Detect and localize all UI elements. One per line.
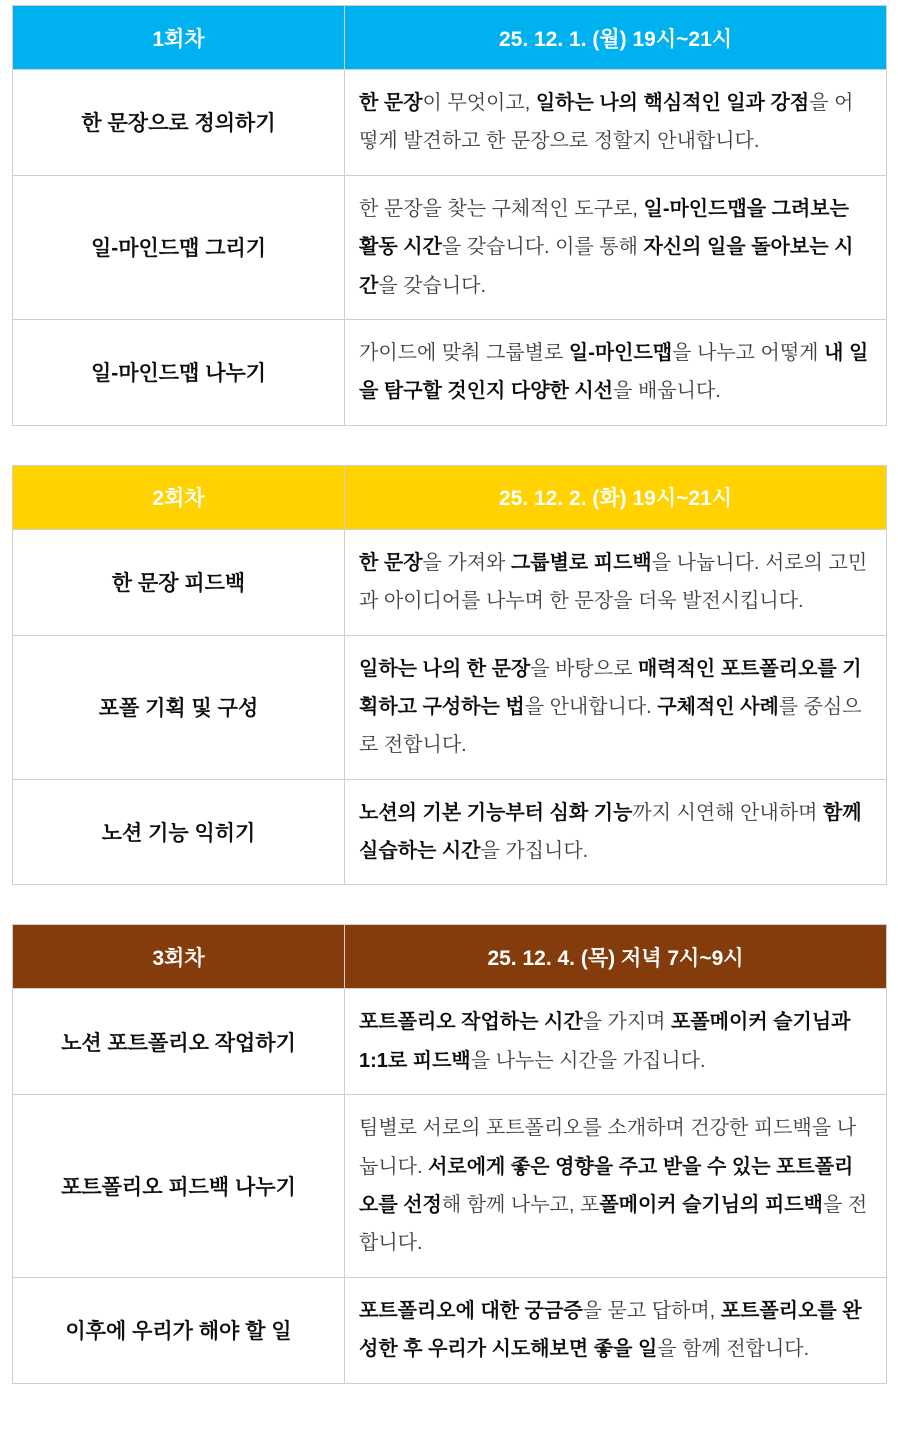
session-1-header-row <box>13 6 887 70</box>
table-row <box>13 175 887 319</box>
session-1-row-2-topic: 일-마인드맵 그리기 <box>13 175 345 319</box>
session-1-datetime: 25. 12. 1. (월) 19시~21시 <box>345 6 887 70</box>
session-3-row-2-topic: 포트폴리오 피드백 나누기 <box>13 1095 345 1278</box>
session-2-row-3-description: 노션의 기본 기능부터 심화 기능까지 시연해 안내하며 함께 실습하는 시간을 가집니다. <box>345 779 887 885</box>
session-2-row-2-topic: 포폴 기획 및 구성 <box>13 635 345 779</box>
session-1-row-3-description: 가이드에 맞춰 그룹별로 일-마인드맵을 나누고 어떻게 내 일을 탐구할 것인지 다양한 시선을 배웁니다. <box>345 319 887 425</box>
session-3-label: 3회차 <box>13 925 345 989</box>
session-table-1 <box>12 5 887 426</box>
session-2-row-3-topic: 노션 기능 익히기 <box>13 779 345 885</box>
session-1-row-1-topic: 한 문장으로 정의하기 <box>13 70 345 176</box>
session-table-3 <box>12 924 887 1383</box>
session-3-row-1-topic: 노션 포트폴리오 작업하기 <box>13 989 345 1095</box>
table-row <box>13 635 887 779</box>
table-row <box>13 529 887 635</box>
session-3-row-1-description: 포트폴리오 작업하는 시간을 가지며 포폴메이커 슬기님과 1:1로 피드백을 나누는 시간을 가집니다. <box>345 989 887 1095</box>
session-2-header-row <box>13 465 887 529</box>
session-3-row-2-description: 팀별로 서로의 포트폴리오를 소개하며 건강한 피드백을 나눕니다. 서로에게 좋은 영향을 주고 받을 수 있는 포트폴리오를 선정해 함께 나누고, 포폴메이커 슬기님의 피드백을 전합니다. <box>345 1095 887 1278</box>
session-2-row-2-description: 일하는 나의 한 문장을 바탕으로 매력적인 포트폴리오를 기획하고 구성하는 법을 안내합니다. 구체적인 사례를 중심으로 전합니다. <box>345 635 887 779</box>
session-3-datetime: 25. 12. 4. (목) 저녁 7시~9시 <box>345 925 887 989</box>
table-row <box>13 1277 887 1383</box>
session-3-header-row <box>13 925 887 989</box>
table-row <box>13 779 887 885</box>
table-row <box>13 989 887 1095</box>
session-3-row-3-topic: 이후에 우리가 해야 할 일 <box>13 1277 345 1383</box>
session-2-datetime: 25. 12. 2. (화) 19시~21시 <box>345 465 887 529</box>
table-row <box>13 1095 887 1278</box>
session-2-row-1-topic: 한 문장 피드백 <box>13 529 345 635</box>
table-row <box>13 70 887 176</box>
session-1-row-1-description: 한 문장이 무엇이고, 일하는 나의 핵심적인 일과 강점을 어떻게 발견하고 한 문장으로 정할지 안내합니다. <box>345 70 887 176</box>
session-1-row-2-description: 한 문장을 찾는 구체적인 도구로, 일-마인드맵을 그려보는 활동 시간을 갖습니다. 이를 통해 자신의 일을 돌아보는 시간을 갖습니다. <box>345 175 887 319</box>
session-table-2 <box>12 465 887 886</box>
session-2-label: 2회차 <box>13 465 345 529</box>
session-1-label: 1회차 <box>13 6 345 70</box>
session-3-row-3-description: 포트폴리오에 대한 궁금증을 묻고 답하며, 포트폴리오를 완성한 후 우리가 시도해보면 좋을 일을 함께 전합니다. <box>345 1277 887 1383</box>
session-2-row-1-description: 한 문장을 가져와 그룹별로 피드백을 나눕니다. 서로의 고민과 아이디어를 나누며 한 문장을 더욱 발전시킵니다. <box>345 529 887 635</box>
session-1-row-3-topic: 일-마인드맵 나누기 <box>13 319 345 425</box>
table-row <box>13 319 887 425</box>
